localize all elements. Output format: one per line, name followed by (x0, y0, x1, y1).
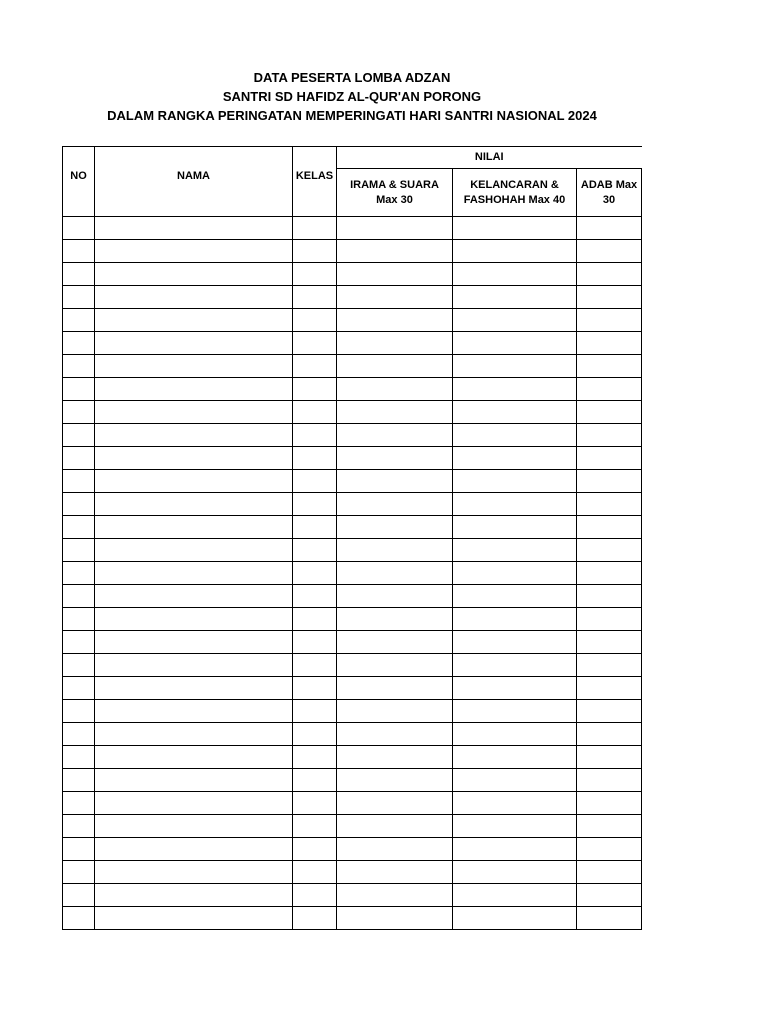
cell-kelancaran-fashohah[interactable] (453, 746, 577, 769)
cell-kelas[interactable] (293, 516, 337, 539)
cell-kelancaran-fashohah[interactable] (453, 286, 577, 309)
cell-irama-suara[interactable] (337, 907, 453, 930)
cell-nama[interactable] (95, 861, 293, 884)
table-row (63, 355, 642, 378)
cell-kelas[interactable] (293, 585, 337, 608)
table-row (63, 654, 642, 677)
cell-adab[interactable] (577, 539, 642, 562)
cell-kelancaran-fashohah[interactable] (453, 516, 577, 539)
cell-adab[interactable] (577, 516, 642, 539)
cell-kelancaran-fashohah[interactable] (453, 608, 577, 631)
table-row (63, 585, 642, 608)
table-row (63, 907, 642, 930)
table-row (63, 516, 642, 539)
cell-kelancaran-fashohah[interactable] (453, 769, 577, 792)
cell-irama-suara[interactable] (337, 861, 453, 884)
header-nama: NAMA (95, 147, 293, 217)
cell-adab[interactable] (577, 608, 642, 631)
cell-kelas[interactable] (293, 838, 337, 861)
cell-adab[interactable] (577, 470, 642, 493)
cell-irama-suara[interactable] (337, 654, 453, 677)
cell-nama[interactable] (95, 378, 293, 401)
cell-irama-suara[interactable] (337, 884, 453, 907)
cell-no[interactable] (63, 332, 95, 355)
cell-irama-suara[interactable] (337, 700, 453, 723)
cell-adab[interactable] (577, 654, 642, 677)
table-row (63, 723, 642, 746)
cell-kelas[interactable] (293, 792, 337, 815)
cell-kelancaran-fashohah[interactable] (453, 792, 577, 815)
title-line-3: DALAM RANGKA PERINGATAN MEMPERINGATI HARI SANTRI NASIONAL 2024 (107, 108, 597, 123)
cell-irama-suara[interactable] (337, 447, 453, 470)
cell-nama[interactable] (95, 539, 293, 562)
cell-nama[interactable] (95, 792, 293, 815)
cell-adab[interactable] (577, 815, 642, 838)
table-row (63, 401, 642, 424)
cell-kelas[interactable] (293, 217, 337, 240)
cell-no[interactable] (63, 378, 95, 401)
cell-no[interactable] (63, 792, 95, 815)
header-kelas: KELAS (293, 147, 337, 217)
cell-no[interactable] (63, 907, 95, 930)
cell-no[interactable] (63, 838, 95, 861)
cell-kelancaran-fashohah[interactable] (453, 884, 577, 907)
cell-nama[interactable] (95, 884, 293, 907)
cell-kelancaran-fashohah[interactable] (453, 217, 577, 240)
cell-irama-suara[interactable] (337, 240, 453, 263)
cell-kelas[interactable] (293, 447, 337, 470)
cell-kelas[interactable] (293, 424, 337, 447)
cell-no[interactable] (63, 447, 95, 470)
cell-kelancaran-fashohah[interactable] (453, 401, 577, 424)
cell-adab[interactable] (577, 424, 642, 447)
cell-kelas[interactable] (293, 631, 337, 654)
cell-adab[interactable] (577, 861, 642, 884)
cell-kelas[interactable] (293, 240, 337, 263)
cell-nama[interactable] (95, 608, 293, 631)
cell-kelancaran-fashohah[interactable] (453, 861, 577, 884)
cell-kelas[interactable] (293, 723, 337, 746)
cell-no[interactable] (63, 240, 95, 263)
cell-no[interactable] (63, 309, 95, 332)
table-row (63, 677, 642, 700)
cell-adab[interactable] (577, 562, 642, 585)
cell-no[interactable] (63, 723, 95, 746)
cell-irama-suara[interactable] (337, 723, 453, 746)
cell-irama-suara[interactable] (337, 631, 453, 654)
cell-adab[interactable] (577, 677, 642, 700)
cell-nama[interactable] (95, 677, 293, 700)
cell-irama-suara[interactable] (337, 493, 453, 516)
cell-kelas[interactable] (293, 355, 337, 378)
cell-irama-suara[interactable] (337, 309, 453, 332)
cell-kelancaran-fashohah[interactable] (453, 424, 577, 447)
cell-kelancaran-fashohah[interactable] (453, 723, 577, 746)
cell-adab[interactable] (577, 240, 642, 263)
cell-irama-suara[interactable] (337, 401, 453, 424)
cell-kelas[interactable] (293, 654, 337, 677)
cell-nama[interactable] (95, 286, 293, 309)
document-title (0, 68, 704, 125)
cell-kelas[interactable] (293, 493, 337, 516)
cell-nama[interactable] (95, 401, 293, 424)
table-row (63, 217, 642, 240)
table-row (63, 746, 642, 769)
table-row (63, 838, 642, 861)
cell-nama[interactable] (95, 631, 293, 654)
cell-irama-suara[interactable] (337, 769, 453, 792)
cell-kelas[interactable] (293, 700, 337, 723)
cell-kelas[interactable] (293, 907, 337, 930)
cell-adab[interactable] (577, 263, 642, 286)
cell-nama[interactable] (95, 516, 293, 539)
cell-no[interactable] (63, 217, 95, 240)
cell-adab[interactable] (577, 286, 642, 309)
table-row (63, 240, 642, 263)
cell-nama[interactable] (95, 746, 293, 769)
table-row (63, 309, 642, 332)
table-row (63, 700, 642, 723)
cell-no[interactable] (63, 516, 95, 539)
cell-kelancaran-fashohah[interactable] (453, 585, 577, 608)
cell-kelancaran-fashohah[interactable] (453, 332, 577, 355)
cell-nama[interactable] (95, 654, 293, 677)
cell-adab[interactable] (577, 378, 642, 401)
cell-adab[interactable] (577, 401, 642, 424)
cell-no[interactable] (63, 861, 95, 884)
cell-kelas[interactable] (293, 539, 337, 562)
cell-no[interactable] (63, 631, 95, 654)
cell-irama-suara[interactable] (337, 792, 453, 815)
cell-no[interactable] (63, 884, 95, 907)
cell-irama-suara[interactable] (337, 838, 453, 861)
cell-adab[interactable] (577, 884, 642, 907)
cell-no[interactable] (63, 286, 95, 309)
cell-kelas[interactable] (293, 608, 337, 631)
cell-no[interactable] (63, 746, 95, 769)
cell-kelancaran-fashohah[interactable] (453, 539, 577, 562)
cell-kelancaran-fashohah[interactable] (453, 309, 577, 332)
cell-adab[interactable] (577, 838, 642, 861)
cell-irama-suara[interactable] (337, 539, 453, 562)
cell-kelancaran-fashohah[interactable] (453, 654, 577, 677)
cell-nama[interactable] (95, 217, 293, 240)
cell-kelancaran-fashohah[interactable] (453, 700, 577, 723)
table-row (63, 493, 642, 516)
cell-adab[interactable] (577, 792, 642, 815)
cell-adab[interactable] (577, 355, 642, 378)
cell-irama-suara[interactable] (337, 608, 453, 631)
cell-no[interactable] (63, 815, 95, 838)
cell-no[interactable] (63, 263, 95, 286)
cell-nama[interactable] (95, 723, 293, 746)
cell-adab[interactable] (577, 631, 642, 654)
cell-kelancaran-fashohah[interactable] (453, 677, 577, 700)
cell-irama-suara[interactable] (337, 746, 453, 769)
header-no: NO (63, 147, 95, 217)
cell-irama-suara[interactable] (337, 263, 453, 286)
title-line-1: DATA PESERTA LOMBA ADZAN (253, 70, 451, 85)
cell-no[interactable] (63, 493, 95, 516)
cell-irama-suara[interactable] (337, 677, 453, 700)
cell-kelas[interactable] (293, 309, 337, 332)
cell-nama[interactable] (95, 309, 293, 332)
cell-irama-suara[interactable] (337, 332, 453, 355)
table-row (63, 792, 642, 815)
table-row (63, 263, 642, 286)
cell-kelas[interactable] (293, 286, 337, 309)
cell-kelancaran-fashohah[interactable] (453, 240, 577, 263)
cell-nama[interactable] (95, 838, 293, 861)
cell-kelas[interactable] (293, 562, 337, 585)
cell-nama[interactable] (95, 447, 293, 470)
table-row (63, 861, 642, 884)
cell-irama-suara[interactable] (337, 217, 453, 240)
cell-no[interactable] (63, 424, 95, 447)
cell-kelas[interactable] (293, 378, 337, 401)
cell-irama-suara[interactable] (337, 424, 453, 447)
cell-kelancaran-fashohah[interactable] (453, 470, 577, 493)
cell-no[interactable] (63, 769, 95, 792)
cell-nama[interactable] (95, 700, 293, 723)
title-line-2: SANTRI SD HAFIDZ AL-QUR'AN PORONG (222, 89, 482, 104)
cell-adab[interactable] (577, 217, 642, 240)
cell-nama[interactable] (95, 470, 293, 493)
cell-kelas[interactable] (293, 815, 337, 838)
cell-kelas[interactable] (293, 677, 337, 700)
cell-adab[interactable] (577, 309, 642, 332)
table-row (63, 424, 642, 447)
cell-nama[interactable] (95, 585, 293, 608)
cell-no[interactable] (63, 355, 95, 378)
cell-nama[interactable] (95, 907, 293, 930)
cell-nama[interactable] (95, 240, 293, 263)
table-row (63, 286, 642, 309)
cell-adab[interactable] (577, 585, 642, 608)
cell-kelancaran-fashohah[interactable] (453, 378, 577, 401)
cell-kelancaran-fashohah[interactable] (453, 263, 577, 286)
cell-adab[interactable] (577, 332, 642, 355)
cell-kelas[interactable] (293, 746, 337, 769)
cell-no[interactable] (63, 677, 95, 700)
cell-kelancaran-fashohah[interactable] (453, 838, 577, 861)
cell-kelancaran-fashohah[interactable] (453, 815, 577, 838)
cell-nama[interactable] (95, 815, 293, 838)
cell-no[interactable] (63, 562, 95, 585)
cell-nama[interactable] (95, 355, 293, 378)
table-row (63, 608, 642, 631)
cell-no[interactable] (63, 654, 95, 677)
cell-no[interactable] (63, 585, 95, 608)
cell-kelas[interactable] (293, 769, 337, 792)
cell-no[interactable] (63, 539, 95, 562)
cell-nama[interactable] (95, 493, 293, 516)
table-row (63, 332, 642, 355)
cell-irama-suara[interactable] (337, 815, 453, 838)
cell-kelas[interactable] (293, 861, 337, 884)
cell-adab[interactable] (577, 769, 642, 792)
cell-adab[interactable] (577, 493, 642, 516)
table-row (63, 539, 642, 562)
cell-adab[interactable] (577, 907, 642, 930)
table-row (63, 447, 642, 470)
cell-irama-suara[interactable] (337, 516, 453, 539)
cell-irama-suara[interactable] (337, 286, 453, 309)
cell-kelas[interactable] (293, 884, 337, 907)
cell-kelas[interactable] (293, 470, 337, 493)
cell-kelancaran-fashohah[interactable] (453, 562, 577, 585)
header-nilai: NILAI (337, 147, 642, 169)
cell-kelancaran-fashohah[interactable] (453, 493, 577, 516)
cell-no[interactable] (63, 608, 95, 631)
cell-adab[interactable] (577, 746, 642, 769)
cell-kelancaran-fashohah[interactable] (453, 631, 577, 654)
cell-irama-suara[interactable] (337, 585, 453, 608)
table-row (63, 378, 642, 401)
header-kelancaran-fashohah: KELANCARAN & FASHOHAH Max 40 (453, 169, 577, 217)
table-row (63, 562, 642, 585)
cell-kelancaran-fashohah[interactable] (453, 355, 577, 378)
cell-kelancaran-fashohah[interactable] (453, 447, 577, 470)
table-row (63, 884, 642, 907)
cell-kelas[interactable] (293, 263, 337, 286)
cell-adab[interactable] (577, 723, 642, 746)
cell-nama[interactable] (95, 562, 293, 585)
table-row (63, 470, 642, 493)
cell-irama-suara[interactable] (337, 562, 453, 585)
cell-irama-suara[interactable] (337, 470, 453, 493)
header-adab: ADAB Max 30 (577, 169, 642, 217)
cell-kelas[interactable] (293, 401, 337, 424)
participant-table (62, 146, 642, 930)
cell-irama-suara[interactable] (337, 378, 453, 401)
cell-kelas[interactable] (293, 332, 337, 355)
cell-nama[interactable] (95, 332, 293, 355)
header-irama-suara: IRAMA & SUARA Max 30 (337, 169, 453, 217)
cell-nama[interactable] (95, 769, 293, 792)
table-row (63, 631, 642, 654)
table-row (63, 769, 642, 792)
cell-adab[interactable] (577, 447, 642, 470)
cell-nama[interactable] (95, 263, 293, 286)
cell-no[interactable] (63, 401, 95, 424)
cell-adab[interactable] (577, 700, 642, 723)
cell-no[interactable] (63, 700, 95, 723)
cell-kelancaran-fashohah[interactable] (453, 907, 577, 930)
table-row (63, 815, 642, 838)
cell-nama[interactable] (95, 424, 293, 447)
cell-no[interactable] (63, 470, 95, 493)
cell-irama-suara[interactable] (337, 355, 453, 378)
